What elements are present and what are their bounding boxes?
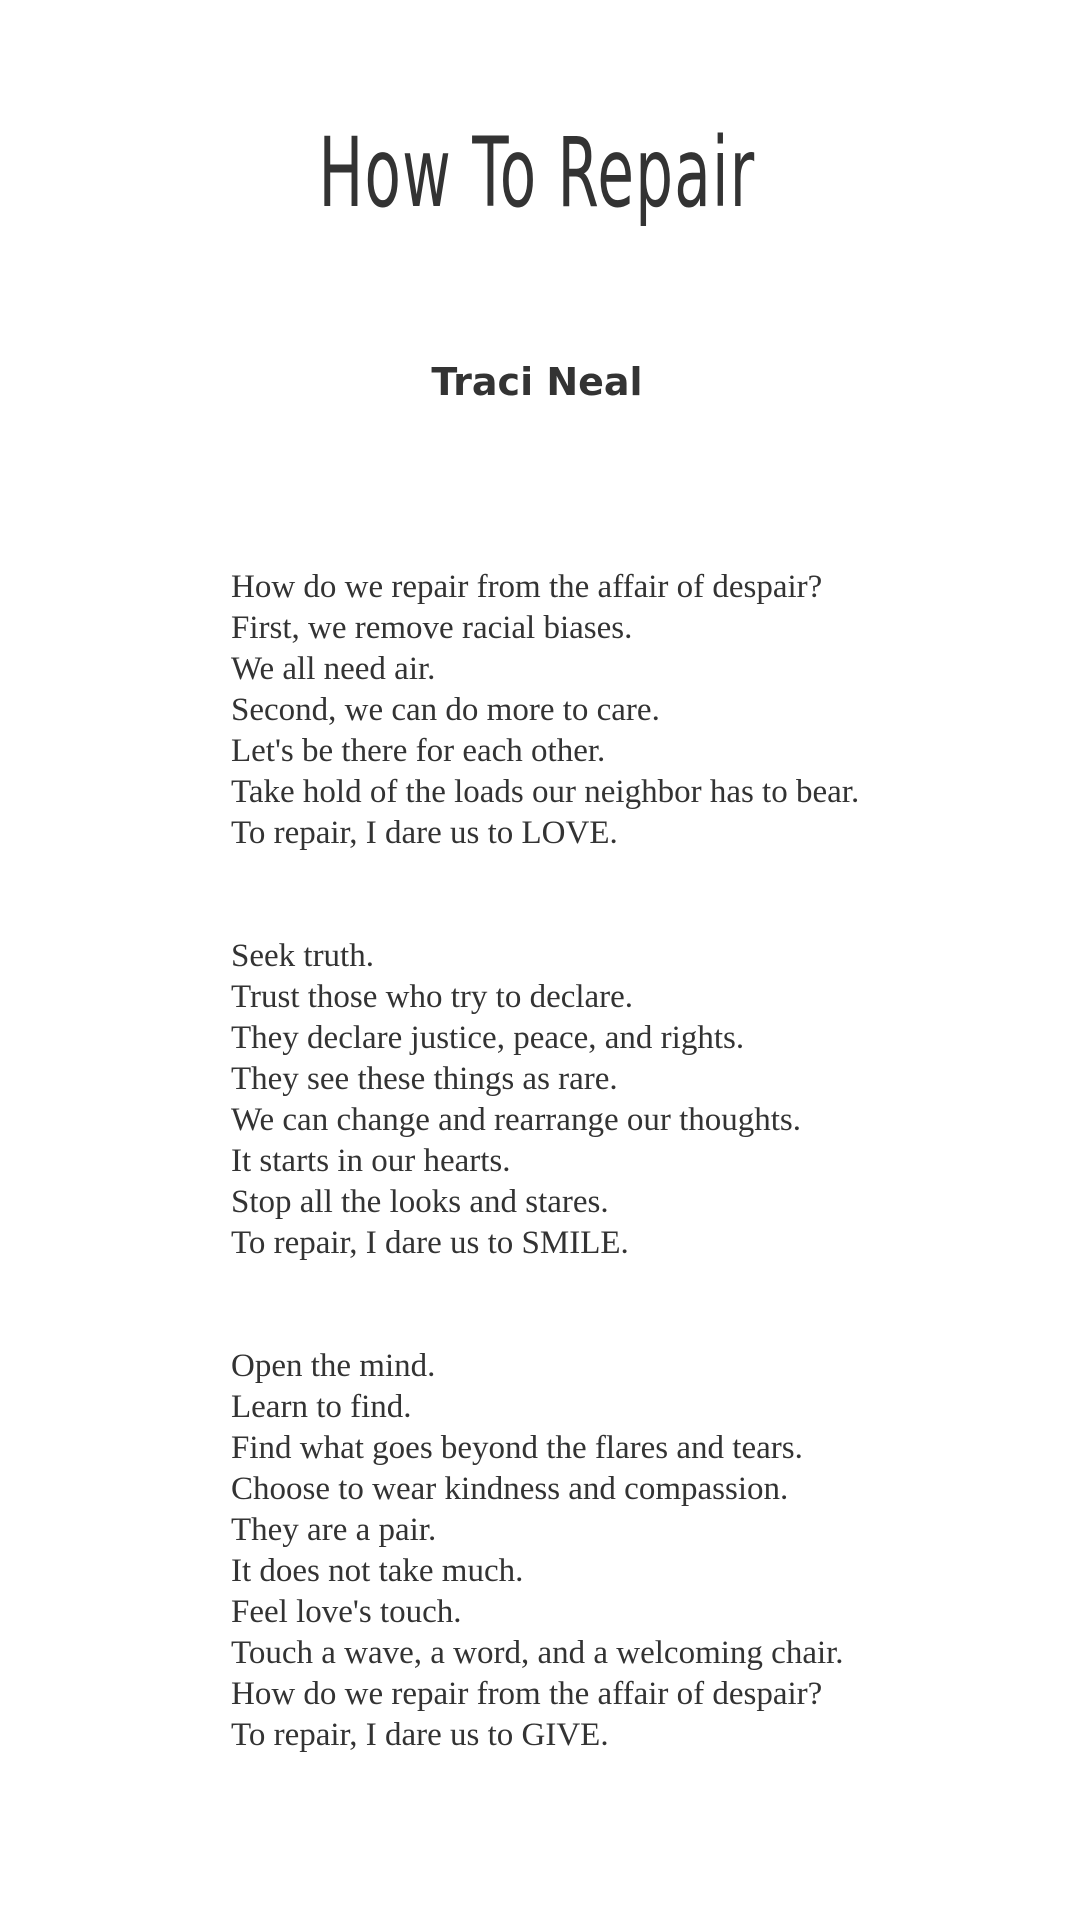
poem-line: They declare justice, peace, and rights. — [231, 1020, 745, 1056]
poem-line: It does not take much. — [231, 1553, 524, 1589]
poem-line: Seek truth. — [231, 938, 374, 974]
poem-line: Choose to wear kindness and compassion. — [231, 1471, 789, 1507]
poem-line: Trust those who try to declare. — [231, 979, 634, 1015]
poem-line: They are a pair. — [231, 1512, 437, 1548]
poem-line: Let's be there for each other. — [231, 733, 606, 769]
poem-line: Stop all the looks and stares. — [231, 1184, 609, 1220]
poem-line: Take hold of the loads our neighbor has to bear. — [231, 774, 860, 810]
poem-line: They see these things as rare. — [231, 1061, 618, 1097]
poem-line: Second, we can do more to care. — [231, 692, 660, 728]
stanza-2 — [231, 936, 1031, 1264]
poem-line: Touch a wave, a word, and a welcoming chair. — [231, 1635, 844, 1671]
poem-title: How To Repair — [318, 117, 756, 229]
poem-author: Traci Neal — [431, 360, 643, 404]
poem-line: To repair, I dare us to SMILE. — [231, 1225, 629, 1261]
poem-line: To repair, I dare us to LOVE. — [231, 815, 618, 851]
poem-line: Find what goes beyond the flares and tears. — [231, 1430, 803, 1466]
poem-line: Open the mind. — [231, 1348, 436, 1384]
stanza-3 — [231, 1346, 1031, 1756]
poem-line: How do we repair from the affair of despair? — [231, 569, 823, 605]
poem-line: We all need air. — [231, 651, 436, 687]
poem-line: First, we remove racial biases. — [231, 610, 633, 646]
poem-line: Learn to find. — [231, 1389, 412, 1425]
poem-body — [231, 567, 1031, 1756]
stanza-1 — [231, 567, 1031, 854]
poem-line: It starts in our hearts. — [231, 1143, 511, 1179]
poem-line: We can change and rearrange our thoughts. — [231, 1102, 802, 1138]
poem-line: To repair, I dare us to GIVE. — [231, 1717, 609, 1753]
poem-line: Feel love's touch. — [231, 1594, 462, 1630]
poem-line: How do we repair from the affair of despair? — [231, 1676, 823, 1712]
